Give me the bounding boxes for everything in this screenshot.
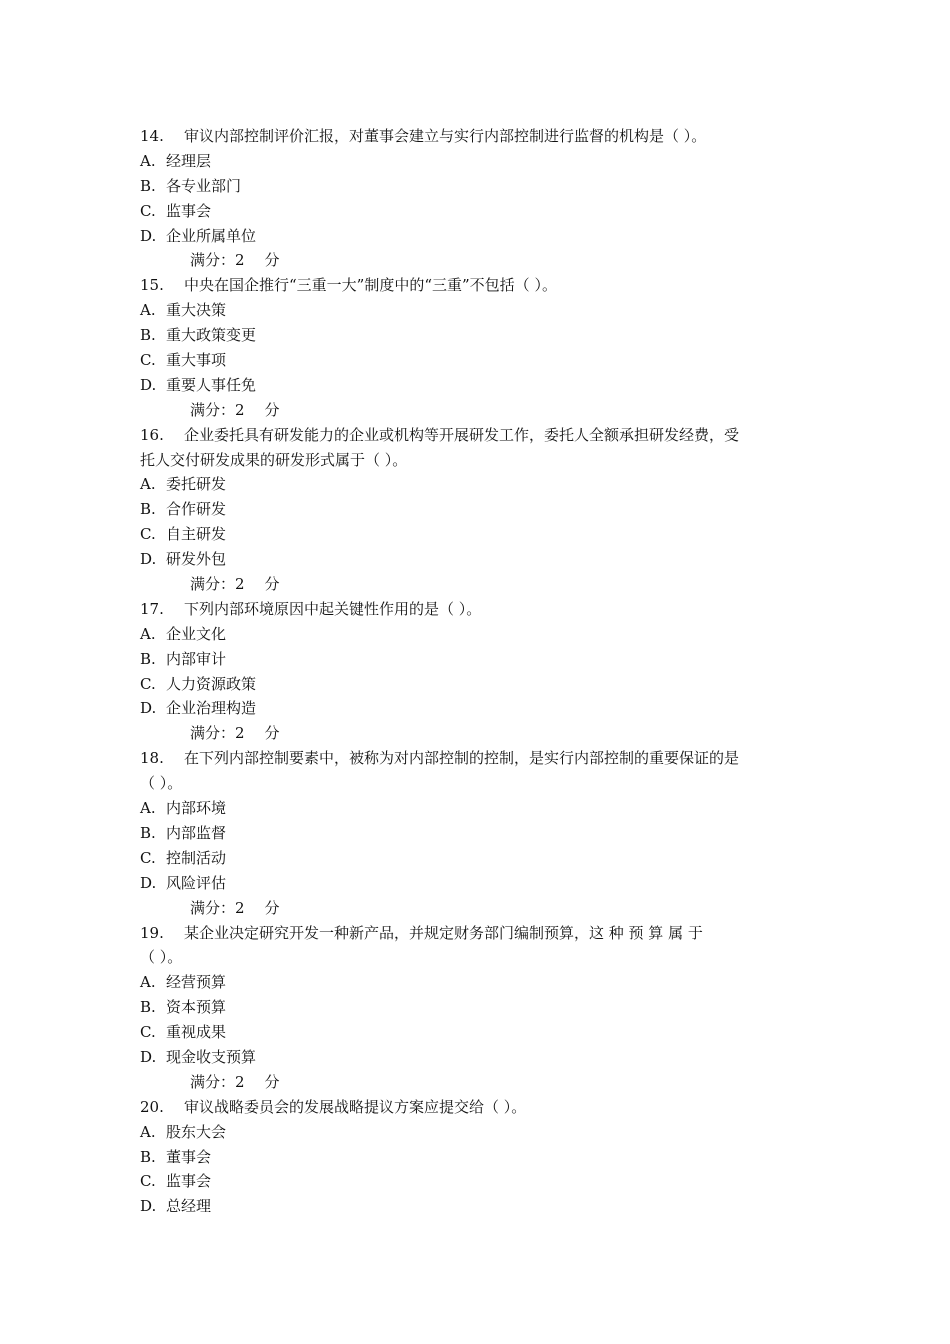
option-a (140, 970, 812, 995)
question-number: 20. (140, 1097, 164, 1116)
question-17 (140, 597, 812, 622)
option-letter: A. (140, 799, 156, 818)
option-text: 合作研发 (166, 500, 227, 519)
option-letter: B. (140, 326, 156, 345)
option-text: 研发外包 (166, 550, 227, 569)
option-text: 委托研发 (166, 475, 227, 494)
option-a (140, 796, 812, 821)
option-a (140, 149, 812, 174)
option-c (140, 672, 812, 697)
option-c (140, 348, 812, 373)
question-text-line2: （ ）。 (140, 948, 183, 967)
option-text: 股东大会 (166, 1122, 227, 1141)
option-text: 经理层 (166, 151, 212, 170)
option-d (140, 1194, 812, 1219)
option-letter: B. (140, 649, 156, 668)
option-text: 重大事项 (166, 351, 227, 370)
score-unit: 分 (264, 400, 280, 419)
option-d (140, 871, 812, 896)
option-text: 控制活动 (166, 848, 227, 867)
option-letter: C. (140, 351, 156, 370)
score-label: 满分：2 (190, 251, 245, 270)
option-d (140, 1045, 812, 1070)
score-line (140, 721, 812, 746)
score-label: 满分：2 (190, 724, 245, 743)
option-letter: B. (140, 500, 156, 519)
option-letter: A. (140, 475, 156, 494)
option-letter: C. (140, 1172, 156, 1191)
question-number: 17. (140, 599, 164, 618)
option-text: 现金收支预算 (166, 1047, 257, 1066)
option-letter: A. (140, 624, 156, 643)
question-18 (140, 746, 812, 771)
option-a (140, 298, 812, 323)
option-letter: D. (140, 699, 157, 718)
option-text: 各专业部门 (166, 176, 242, 195)
option-d (140, 547, 812, 572)
score-unit: 分 (264, 575, 280, 594)
score-unit: 分 (264, 898, 280, 917)
option-text: 人力资源政策 (166, 674, 257, 693)
score-line (140, 398, 812, 423)
option-c (140, 1169, 812, 1194)
option-letter: D. (140, 1197, 157, 1216)
question-14 (140, 124, 812, 149)
option-b (140, 323, 812, 348)
option-text: 重要人事任免 (166, 375, 257, 394)
option-text: 重大决策 (166, 301, 227, 320)
score-label: 满分：2 (190, 575, 245, 594)
option-letter: A. (140, 301, 156, 320)
option-letter: D. (140, 1047, 157, 1066)
score-label: 满分：2 (190, 898, 245, 917)
score-unit: 分 (264, 1072, 280, 1091)
option-letter: B. (140, 823, 156, 842)
option-letter: A. (140, 973, 156, 992)
option-b (140, 1145, 812, 1170)
option-text: 总经理 (166, 1197, 212, 1216)
option-d (140, 224, 812, 249)
option-b (140, 174, 812, 199)
score-line (140, 896, 812, 921)
option-c (140, 1020, 812, 1045)
option-letter: B. (140, 176, 156, 195)
question-text: 审议战略委员会的发展战略提议方案应提交给（ ）。 (184, 1097, 527, 1116)
option-letter: C. (140, 674, 156, 693)
option-text: 企业所属单位 (166, 226, 257, 245)
option-b (140, 647, 812, 672)
question-number: 18. (140, 749, 164, 768)
option-text: 重大政策变更 (166, 326, 257, 345)
question-text: 中央在国企推行“三重一大”制度中的“三重”不包括（ ）。 (184, 276, 557, 295)
question-text: 下列内部环境原因中起关键性作用的是（ ）。 (184, 599, 482, 618)
question-text-line1: 企业委托具有研发能力的企业或机构等开展研发工作，委托人全额承担研发经费，受 (184, 425, 740, 444)
option-a (140, 1120, 812, 1145)
option-letter: A. (140, 151, 156, 170)
option-letter: C. (140, 525, 156, 544)
question-20 (140, 1095, 812, 1120)
question-text-line2: （ ）。 (140, 774, 183, 793)
option-c (140, 199, 812, 224)
option-letter: C. (140, 848, 156, 867)
question-number: 16. (140, 425, 164, 444)
option-text: 资本预算 (166, 998, 227, 1017)
option-text: 风险评估 (166, 873, 227, 892)
option-text: 重视成果 (166, 1023, 227, 1042)
option-text: 经营预算 (166, 973, 227, 992)
option-c (140, 846, 812, 871)
option-letter: A. (140, 1122, 156, 1141)
option-letter: D. (140, 550, 157, 569)
option-text: 企业治理构造 (166, 699, 257, 718)
option-letter: D. (140, 375, 157, 394)
option-text: 董事会 (166, 1147, 212, 1166)
option-letter: C. (140, 201, 156, 220)
option-text: 监事会 (166, 201, 212, 220)
question-number: 14. (140, 127, 164, 145)
option-c (140, 522, 812, 547)
option-b (140, 995, 812, 1020)
exam-document (140, 124, 812, 1219)
score-label: 满分：2 (190, 1072, 245, 1091)
option-a (140, 472, 812, 497)
option-text: 内部监督 (166, 823, 227, 842)
question-number: 19. (140, 923, 164, 942)
score-line (140, 1070, 812, 1095)
option-text: 自主研发 (166, 525, 227, 544)
question-text: 审议内部控制评价汇报，对董事会建立与实行内部控制进行监督的机构是（ ）。 (184, 127, 707, 145)
question-text-line1: 某企业决定研究开发一种新产品，并规定财务部门编制预算，这 种 预 算 属 于 (184, 923, 703, 942)
option-text: 监事会 (166, 1172, 212, 1191)
score-line (140, 248, 812, 273)
score-unit: 分 (264, 251, 280, 270)
score-label: 满分：2 (190, 400, 245, 419)
question-19 (140, 921, 812, 946)
question-number: 15. (140, 276, 164, 295)
question-16 (140, 423, 812, 448)
score-unit: 分 (264, 724, 280, 743)
option-d (140, 696, 812, 721)
option-b (140, 821, 812, 846)
option-letter: B. (140, 1147, 156, 1166)
option-text: 企业文化 (166, 624, 227, 643)
option-a (140, 622, 812, 647)
question-15 (140, 273, 812, 298)
question-text-line2: 托人交付研发成果的研发形式属于（ ）。 (140, 450, 408, 469)
option-text: 内部审计 (166, 649, 227, 668)
option-letter: C. (140, 1023, 156, 1042)
option-d (140, 373, 812, 398)
question-text-line1: 在下列内部控制要素中，被称为对内部控制的控制，是实行内部控制的重要保证的是 (184, 749, 740, 768)
score-line (140, 572, 812, 597)
option-text: 内部环境 (166, 799, 227, 818)
option-letter: D. (140, 226, 157, 245)
option-letter: B. (140, 998, 156, 1017)
option-letter: D. (140, 873, 157, 892)
option-b (140, 497, 812, 522)
